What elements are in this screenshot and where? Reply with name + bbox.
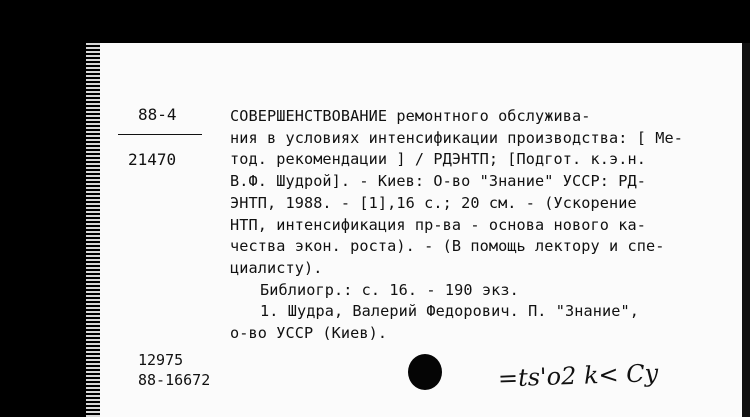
subject-heading-continuation: о-во УССР (Киев). — [230, 324, 388, 343]
entry-line-7: чества экон. роста). - (В помощь лектору и спе- — [230, 237, 665, 256]
handwritten-annotation-text: =ts'o2 k< Cy — [497, 359, 659, 393]
ink-dot-mark — [408, 354, 442, 390]
entry-line-8: циалисту). — [230, 258, 323, 277]
entry-line-5: ЭНТП, 1988. - [1],16 с.; 20 см. - (Ускорение — [230, 193, 637, 212]
scan-right-edge — [742, 43, 750, 417]
stamp-code: 88-16672 — [138, 371, 211, 389]
entry-line-3: тод. рекомендации ] / РДЭНТП; [Подгот. к.э.н. — [230, 150, 646, 169]
entry-line-6: НТП, интенсификация пр-ва - основа нового ка- — [230, 215, 646, 234]
registration-stamp — [138, 350, 210, 390]
call-number-divider — [118, 134, 202, 135]
entry-line-2: ния в условиях интенсификации производства: [ Ме- — [230, 128, 683, 147]
entry-line-4: В.Ф. Шудрой]. - Киев: О-во "Знание" УССР: РД- — [230, 172, 646, 191]
stamp-number: 12975 — [138, 351, 184, 369]
handwritten-annotation — [492, 356, 662, 400]
scan-left-edge — [86, 43, 100, 417]
entry-line-1: СОВЕРШЕНСТВОВАНИЕ ремонтного обслужива- — [230, 107, 591, 125]
call-number-top: 88-4 — [138, 105, 177, 124]
bibliography-note: Библиогр.: с. 16. - 190 экз. — [260, 280, 519, 299]
subject-heading: 1. Шудра, Валерий Федорович. П. "Знание", — [260, 302, 639, 321]
bibliographic-entry — [230, 106, 725, 345]
call-number-bottom: 21470 — [128, 150, 177, 169]
